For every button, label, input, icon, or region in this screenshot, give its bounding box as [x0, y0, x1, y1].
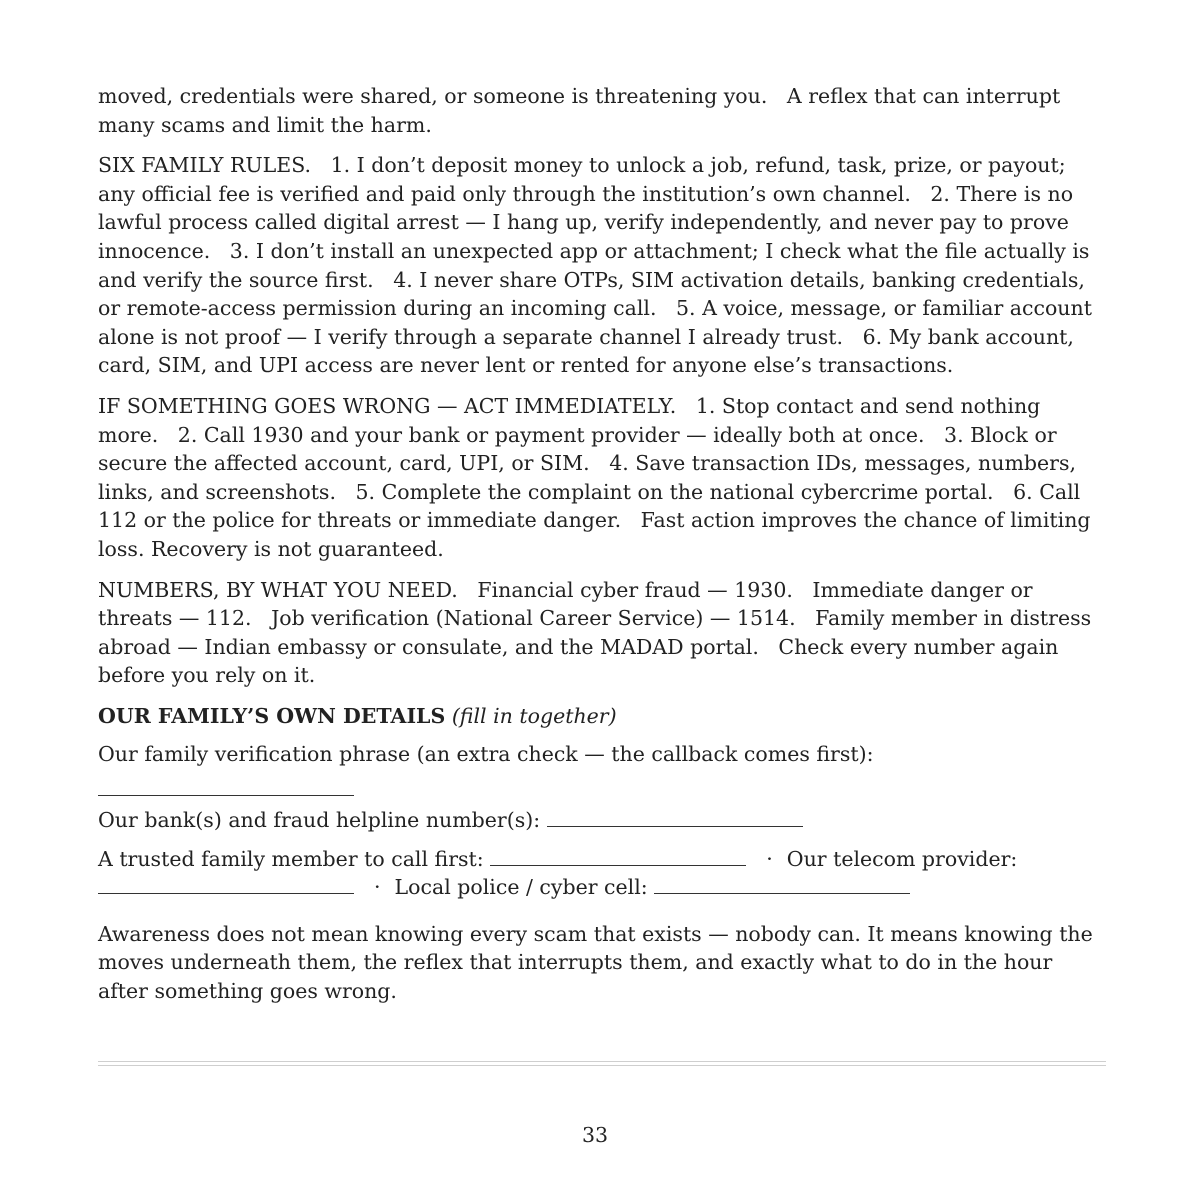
- bank-helpline-label: Our bank(s) and fraud helpline number(s):: [98, 808, 541, 833]
- page-number: 33: [581, 1123, 609, 1147]
- verification-phrase-blank: [98, 781, 354, 796]
- family-details-title: OUR FAMILY’S OWN DETAILS: [98, 703, 446, 728]
- telecom-provider-label: Our telecom provider:: [786, 846, 1018, 871]
- continuation-paragraph: moved, credentials were shared, or someone is threatening you. A reflex that can interrupt many scams and limit the harm.: [98, 84, 1067, 137]
- family-details-heading: [98, 702, 1106, 731]
- local-police-blank: [654, 875, 910, 894]
- trusted-member-blank: [490, 847, 746, 866]
- bank-helpline-field: [98, 806, 1106, 835]
- separator-dot: ·: [766, 846, 773, 871]
- trusted-member-label: A trusted family member to call first:: [98, 846, 484, 871]
- family-details-note: (fill in together): [451, 703, 617, 728]
- act-immediately-section: IF SOMETHING GOES WRONG — ACT IMMEDIATELY. 1. Stop contact and send nothing more. 2. Call 1930 and your bank or payment provider — ideally both at once. 3. Block or secure the affected account, card, UPI, or SIM. 4. Save transaction IDs, messages, numbers, links, and screenshots. 5. Complete the complaint on the national cybercrime portal. 6. Call 112 or the police for threats or immediate danger. Fast action improves the chance of limiting loss. Recovery is not guaranteed.: [98, 393, 1098, 561]
- closing-paragraph: Awareness does not mean knowing every scam that exists — nobody can. It means knowing the moves underneath them, the reflex that interrupts them, and exactly what to do in the hour after something goes wrong.: [98, 921, 1100, 1004]
- bank-helpline-blank: [547, 808, 803, 827]
- page-body: [98, 82, 1106, 1018]
- separator-dot: ·: [374, 875, 381, 900]
- verification-phrase-label: Our family verification phrase (an extra check — the callback comes first):: [98, 742, 874, 767]
- telecom-provider-blank: [98, 875, 354, 894]
- local-police-label: Local police / cyber cell:: [394, 875, 648, 900]
- verification-phrase-field: [98, 740, 1106, 796]
- section-divider: [98, 1061, 1106, 1066]
- contacts-fields: [98, 845, 1106, 902]
- family-rules-section: SIX FAMILY RULES. 1. I don’t deposit money to unlock a job, refund, task, prize, or payout; any official fee is verified and paid only through the institution’s own channel. 2. There is no lawful process called digital arrest — I hang up, verify independently, and never pay to prove innocence. 3. I don’t install an unexpected app or attachment; I check what the file actually is and verify the source first. 4. I never share OTPs, SIM activation details, banking credentials, or remote-access permission during an incoming call. 5. A voice, message, or familiar account alone is not proof — I verify through a separate channel I already trust. 6. My bank account, card, SIM, and UPI access are never lent or rented for anyone else’s transactions.: [98, 153, 1099, 378]
- helpline-numbers-section: NUMBERS, BY WHAT YOU NEED. Financial cyber fraud — 1930. Immediate danger or threats — 112. Job verification (National Career Service) — 1514. Family member in distress abroad — Indian embassy or consulate, and the MADAD portal. Check every number again before you rely on it.: [98, 577, 1098, 688]
